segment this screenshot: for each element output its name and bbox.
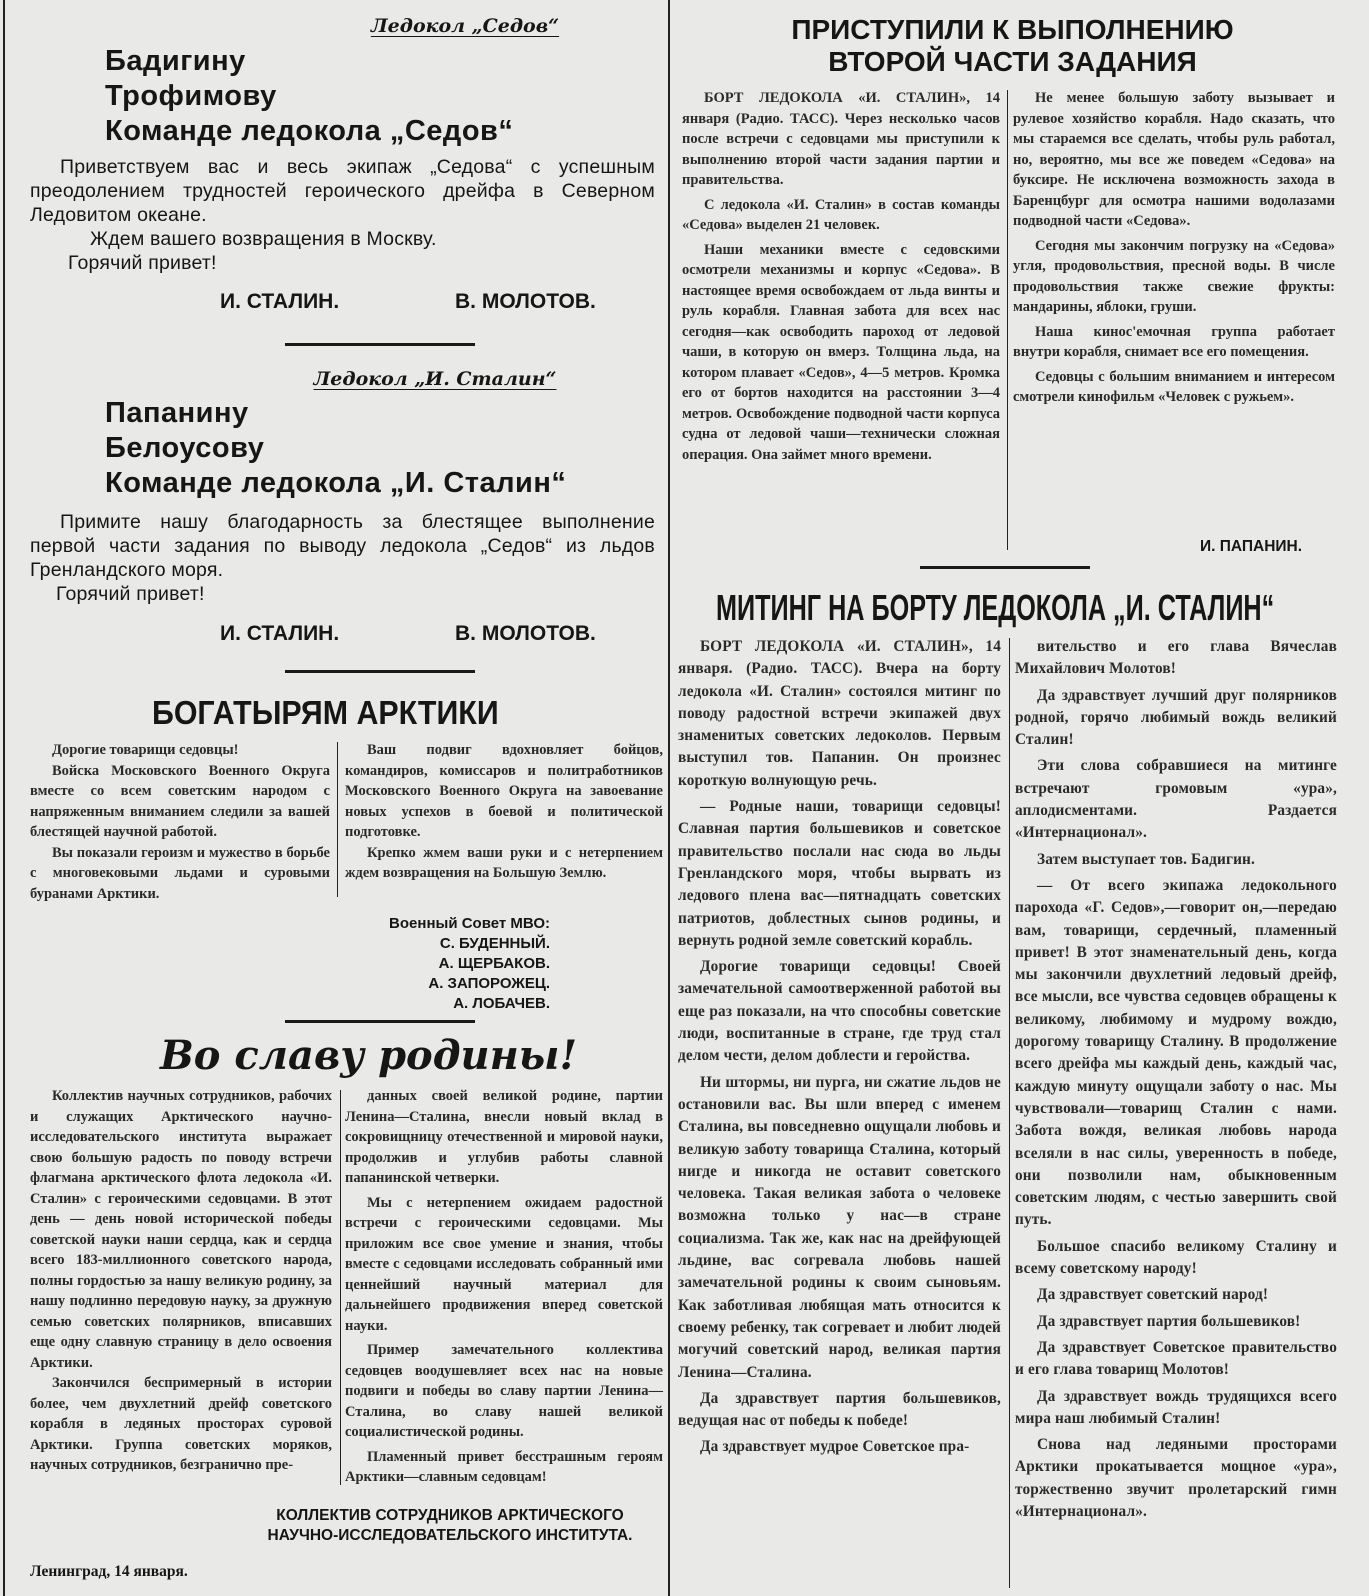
telegram-body <box>30 510 655 606</box>
article-paragraph: Войска Московского Военного Округа вместе со всем советским народом с напряженным вниманием следили за вашей блестящей научной работой. <box>30 762 330 840</box>
article-paragraph: Ни штормы, ни пурга, ни сжатие льдов не остановили вас. Вы шли вперед с именем Сталина, вы повседневно ощущали любовь и великую заботу товарища Сталина, который нигде и никогда не оставит советского человека. Такая великая забота о человеке возможна только у нас—в стране социализма. Так же, как нас на дрейфующей льдине, вас согревала любовь нашей замечательной родины к своим сыновьям. Как заботливая любящая мать относится к своему ребенку, так согревает и любит людей могучий советский народ, великая партия Ленина—Сталина. <box>678 1073 1001 1381</box>
signature-line: КОЛЛЕКТИВ СОТРУДНИКОВ АРКТИЧЕСКОГО <box>276 1507 624 1524</box>
addressee: Белоусову <box>105 432 265 464</box>
signer-molotov: В. МОЛОТОВ. <box>455 290 596 313</box>
title-line: ПРИСТУПИЛИ К ВЫПОЛНЕНИЮ <box>791 14 1234 45</box>
section-divider <box>285 1020 475 1023</box>
signer-stalin: И. СТАЛИН. <box>220 622 340 645</box>
telegram-body <box>30 155 655 275</box>
article-column <box>678 636 1001 1463</box>
article-paragraph: Да здравствует партия большевиков! <box>1037 1312 1301 1330</box>
column-divider <box>1009 638 1010 1588</box>
telegram-paragraph: Ждем вашего возвращения в Москву. <box>90 228 437 250</box>
signature-line: С. БУДЕННЫЙ. <box>439 935 550 952</box>
addressee: Трофимову <box>105 80 277 112</box>
signature-line: НАУЧНО-ИССЛЕДОВАТЕЛЬСКОГО ИНСТИТУТА. <box>267 1527 633 1544</box>
telegram-header: Ледокол „И. Сталин“ <box>313 368 557 390</box>
article-paragraph: Мы с нетерпением ожидаем радостной встречи с героическими седовцами. Мы приложим все свое умение и знания, чтобы вместе с седовцами исследовать собранный ими ценнейший научный материал для дальнейшего продвижения вперед советской науки. <box>345 1194 663 1334</box>
article-paragraph: Пример замечательного коллектива седовцев воодушевляет всех нас на новые подвиги и победы во славу партии Ленина—Сталина, во славу нашей великой социалистической родины. <box>345 1342 663 1440</box>
title-line: ВТОРОЙ ЧАСТИ ЗАДАНИЯ <box>828 46 1197 77</box>
article-paragraph: Дорогие товарищи седовцы! <box>52 742 239 758</box>
article-title: БОГАТЫРЯМ АРКТИКИ <box>152 694 499 731</box>
article-paragraph: Вы показали героизм и мужество в борьбе с многовековыми льдами и суровыми буранами Арктики. <box>30 844 330 902</box>
article-paragraph: Да здравствует лучший друг полярников родной, горячо любимый вождь великий Сталин! <box>1015 686 1337 749</box>
addressee-list <box>105 44 513 149</box>
article-paragraph: Большое спасибо великому Сталину и всему советскому народу! <box>1015 1237 1337 1278</box>
author-signature: И. ПАПАНИН. <box>1200 538 1303 555</box>
article-paragraph: Коллектив научных сотрудников, рабочих и служащих Арктического научно-исследовательского института выражает свою большую радость по поводу встречи флагмана арктического флота ледокола «И. Сталин» с героическими седовцами. В этот день — день новой исторической победы советской науки наши сердца, как и сердца всего 183-миллионного советского народа, полны гордостью за нашу великую родину, за нашу подлинно передовую науку, за дружную семью советских полярников, вписавших еще одну славную страницу в дело освоения Арктики. <box>30 1088 332 1371</box>
addressee: Бадигину <box>105 45 246 77</box>
left-page-border <box>3 0 5 1596</box>
article-paragraph: Да здравствует партия большевиков, ведущая нас от победы к победе! <box>678 1389 1001 1430</box>
section-divider <box>920 566 1090 569</box>
article-column <box>682 88 1000 469</box>
signature-line: Военный Совет МВО: <box>389 915 550 932</box>
addressee-list <box>105 396 566 501</box>
article-title: Во славу родины! <box>160 1032 578 1079</box>
telegram-paragraph: Приветствуем вас и весь экипаж „Седова“ с успешным преодолением трудностей героического дрейфа в Северном Ледовитом океане. <box>30 156 655 226</box>
article-paragraph: Да здравствует мудрое Советское пра- <box>700 1438 970 1456</box>
article-paragraph: БОРТ ЛЕДОКОЛА «И. СТАЛИН», 14 января. (Радио. ТАСС). Вчера на борту ледокола «И. Сталин» состоялся митинг по поводу радостной встречи экипажей двух знаменитых советских ледоколов. Первым выступил тов. Папанин. Он произнес короткую волнующую речь. <box>678 638 1001 789</box>
article-paragraph: Крепко жмем ваши руки и с нетерпением ждем возвращения на Большую Землю. <box>345 844 663 881</box>
addressee: Команде ледокола „И. Сталин“ <box>105 467 567 499</box>
article-paragraph: Дорогие товарищи седовцы! Своей замечательной самоотверженной работой вы еще раз показали, на что способны советские люди, воспитанные в стране, где труд стал делом чести, делом доблести и геройства. <box>678 958 1001 1065</box>
article-column <box>1015 636 1337 1527</box>
telegram-header: Ледокол „Седов“ <box>370 15 560 37</box>
article-paragraph: Да здравствует советский народ! <box>1037 1286 1269 1304</box>
article-paragraph: Пламенный привет бесстрашным героям Арктики—славным седовцам! <box>345 1448 663 1485</box>
column-divider <box>1007 90 1008 550</box>
article-paragraph: Затем выступает тов. Бадигин. <box>1037 850 1255 868</box>
article-paragraph: Сегодня мы закончим погрузку на «Седова» угля, продовольствия, пресной воды. В числе продовольствия также свежие фрукты: мандарины, яблоки, груши. <box>1013 237 1335 315</box>
article-column <box>30 1086 332 1476</box>
signature-block <box>250 1506 650 1546</box>
article-paragraph: — От всего экипажа ледокольного парохода «Г. Седов»,—говорит он,—передаю вам, товарищи, сердечный, пламенный привет! В этот знаменательный день, когда мы закончили двухлетний ледовый дрейф, все мысли, все чувства седовцев обращены к великому, любимому и мудрому вождю, дорогому товарищу Сталину. В продолжение всего дрейфа мы каждый день, каждый час, каждую минуту ощущали заботу о нас. Мы чувствовали—товарищ Сталин с нами. Забота вождя, великая любовь народа вселяли в нас силы, уверенность в победе, они позволили нам, обыкновенным советским людям, с честью завершить свой путь. <box>1015 876 1337 1229</box>
article-paragraph: БОРТ ЛЕДОКОЛА «И. СТАЛИН», 14 января (Радио. ТАСС). Через несколько часов после встречи с седовцами мы приступили к выполнению второй части задания партии и правительства. <box>682 90 1000 188</box>
signature-line: А. ЛОБАЧЕВ. <box>453 995 550 1012</box>
article-column <box>345 740 663 884</box>
article-column <box>345 1086 663 1492</box>
article-paragraph: Закончился беспримерный в истории более, чем двухлетний дрейф советского корабля в ледяных просторах суровой Арктики. Группа советских моряков, научных сотрудников, безгранично пре- <box>30 1375 332 1473</box>
column-divider <box>337 742 338 897</box>
article-paragraph: Да здравствует Советское правительство и его глава товарищ Молотов! <box>1015 1338 1337 1379</box>
article-paragraph: Эти слова собравшиеся на митинге встречают громовым «ура», аплодисментами. Раздается «Интернационал». <box>1015 757 1337 842</box>
signer-molotov: В. МОЛОТОВ. <box>455 622 596 645</box>
article-title: МИТИНГ НА БОРТУ ЛЕДОКОЛА „И. СТАЛИН“ <box>716 587 1275 628</box>
article-paragraph: Да здравствует вождь трудящихся всего мира наш любимый Сталин! <box>1015 1387 1337 1427</box>
section-divider <box>285 670 475 673</box>
addressee: Команде ледокола „Седов“ <box>105 115 514 147</box>
article-paragraph: Не менее большую заботу вызывает и рулевое хозяйство корабля. Надо сказать, что мы стараемся все сделать, чтобы руль работал, но, вероятно, мы все же поведем «Седова» на буксире. Не исключена возможность захода в Баренцбург для осмотра нашими водолазами подводной части «Седова». <box>1013 90 1335 229</box>
article-column <box>1013 88 1335 412</box>
article-paragraph: — Родные наши, товарищи седовцы! Славная партия большевиков и советское правительство послали нас сюда во льды Гренландского моря, чтобы вырвать из ледового плена вас—пятнадцать советских патриотов, доблестных сынов родины, и вернуть родной земле советский корабль. <box>678 798 1001 949</box>
article-paragraph: Седовцы с большим вниманием и интересом смотрели кинофильм «Человек с ружьем». <box>1013 368 1335 405</box>
article-title <box>680 14 1345 78</box>
article-paragraph: вительство и его глава Вячеслав Михайлович Молотов! <box>1015 638 1337 678</box>
article-paragraph: Наши механики вместе с седовскими осмотрели механизмы и корпус «Седова». В настоящее время освобождаем от льда винты и руль корабля. Главная забота для всех нас сегодня—как освободить пароход от ледовой чаши, в которую он вмерз. Толщина льда, на котором плавает «Седов», 4—5 метров. Кромка его от бортов находится на расстоянии 3—4 метров. Освобождение подводной части корпуса судна от ледовой чаши—технически сложная операция. Она займет много времени. <box>682 241 1000 463</box>
signature-block <box>385 914 550 1014</box>
article-paragraph: данных своей великой родине, партии Ленина—Сталина, внесли новый вклад в сокровищницу отечественной и мировой науки, продолжив и углубив работы славной папанинской четверки. <box>345 1088 663 1186</box>
signature-line: А. ЩЕРБАКОВ. <box>438 955 550 972</box>
article-paragraph: С ледокола «И. Сталин» в состав команды «Седова» выделен 21 человек. <box>682 196 1000 233</box>
column-divider <box>340 1090 341 1485</box>
signature-line: А. ЗАПОРОЖЕЦ. <box>428 975 550 992</box>
center-column-divider <box>668 0 670 1596</box>
dateline: Ленинград, 14 января. <box>30 1563 188 1580</box>
telegram-paragraph: Горячий привет! <box>56 583 205 605</box>
section-divider <box>285 343 475 346</box>
telegram-paragraph: Горячий привет! <box>68 252 217 274</box>
telegram-paragraph: Примите нашу благодарность за блестящее выполнение первой части задания по выводу ледокола „Седов“ из льдов Гренландского моря. <box>30 511 655 581</box>
article-column <box>30 740 330 904</box>
signer-stalin: И. СТАЛИН. <box>220 290 340 313</box>
article-paragraph: Ваш подвиг вдохновляет бойцов, командиров, комиссаров и политработников Московского Военного Округа на завоевание новых успехов в боевой и политической подготовке. <box>345 742 663 840</box>
article-paragraph: Наша кинос'емочная группа работает внутри корабля, снимает все его помещения. <box>1013 323 1335 360</box>
article-paragraph: Снова над ледяными просторами Арктики прокатывается мощное «ура», торжественно звучит пролетарский гимн «Интернационал». <box>1015 1436 1337 1520</box>
addressee: Папанину <box>105 397 249 429</box>
